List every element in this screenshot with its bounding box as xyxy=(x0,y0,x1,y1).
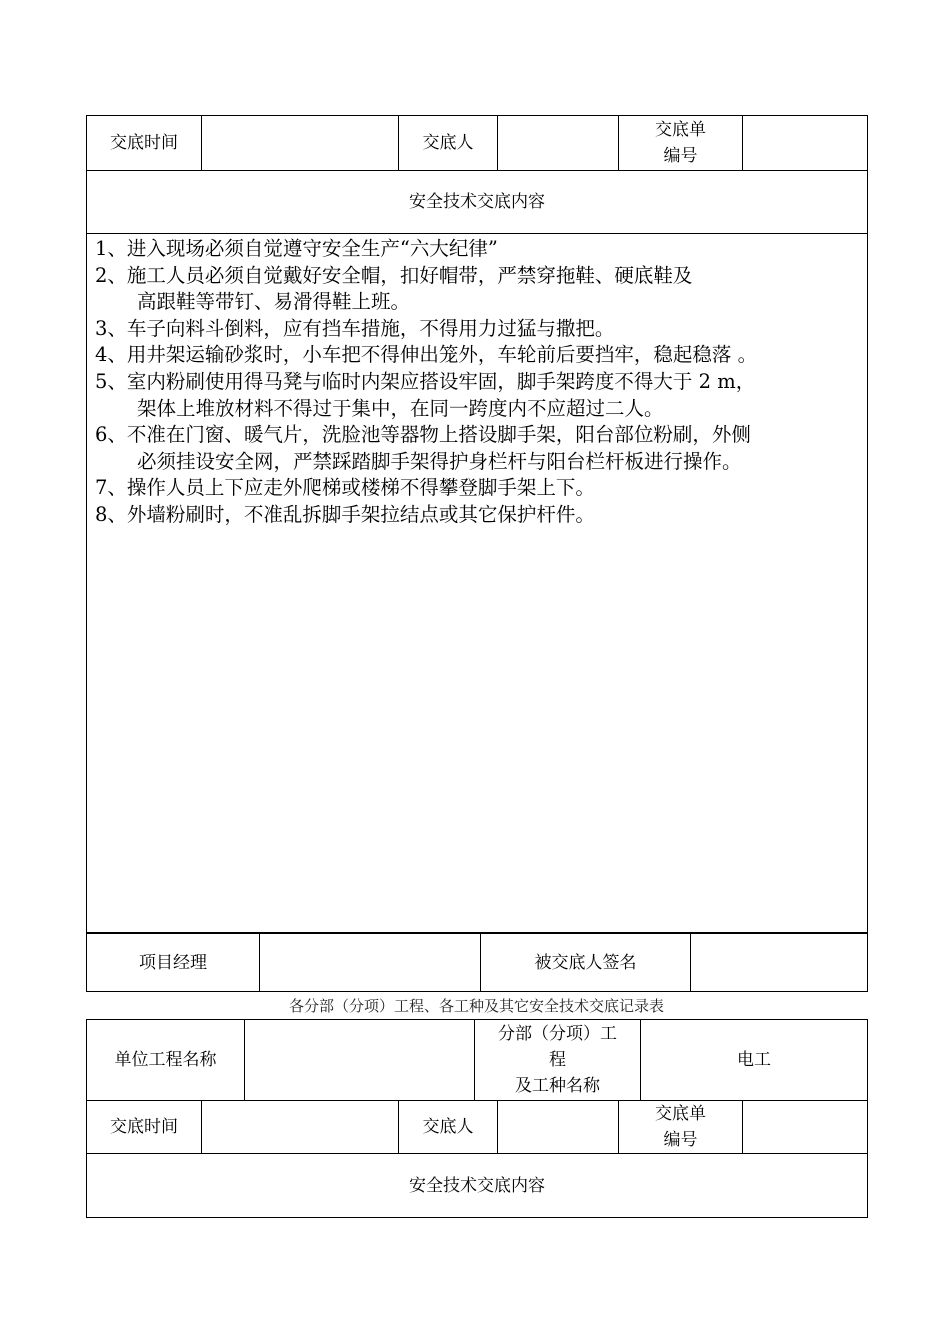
item-4: 4、用井架运输砂浆时，小车把不得伸出笼外，车轮前后要挡牢，稳起稳落 。 xyxy=(95,343,758,367)
number-label-line1: 交底单 xyxy=(655,1104,706,1124)
item-5-continued: 架体上堆放材料不得过于集中，在同一跨度内不应超过二人。 xyxy=(137,396,664,420)
number-label-line2: 编号 xyxy=(663,146,698,166)
manager-signature-field[interactable] xyxy=(260,934,481,992)
sub-label-line1: 分部（分项）工 xyxy=(498,1024,617,1044)
item-6-continued: 必须挂设安全网，严禁踩踏脚手架得护身栏杆与阳台栏杆板进行操作。 xyxy=(137,449,742,473)
time-value-field[interactable] xyxy=(202,1101,399,1154)
disclosure-table-2 xyxy=(86,1100,868,1218)
content-title: 安全技术交底内容 xyxy=(87,171,868,234)
person-label: 交底人 xyxy=(399,1101,498,1154)
item-5: 5、室内粉刷使用得马凳与临时内架应搭设牢固，脚手架跨度不得大于 2 m， xyxy=(95,369,756,393)
person-label: 交底人 xyxy=(399,116,498,171)
time-value-field[interactable] xyxy=(202,116,399,171)
item-2: 2、施工人员必须自觉戴好安全帽，扣好帽带，严禁穿拖鞋、硬底鞋及 xyxy=(95,263,693,287)
number-value-field[interactable] xyxy=(743,116,868,171)
number-label xyxy=(619,1101,743,1154)
disclosure-table-1 xyxy=(86,115,868,933)
item-1: 1、进入现场必须自觉遵守安全生产“六大纪律” xyxy=(95,237,498,260)
disclosure-table-2-project xyxy=(86,1019,868,1101)
time-label: 交底时间 xyxy=(87,1101,202,1154)
manager-label: 项目经理 xyxy=(87,934,260,992)
number-label xyxy=(619,116,743,171)
unit-value-field[interactable] xyxy=(245,1020,475,1101)
item-7: 7、操作人员上下应走外爬梯或楼梯不得攀登脚手架上下。 xyxy=(95,476,595,500)
content-title: 安全技术交底内容 xyxy=(87,1154,868,1218)
number-label-line1: 交底单 xyxy=(655,120,706,140)
number-label-line2: 编号 xyxy=(663,1130,698,1150)
sub-label-line3: 及工种名称 xyxy=(515,1076,600,1096)
item-2-continued: 高跟鞋等带钉、易滑得鞋上班。 xyxy=(137,290,411,314)
item-3: 3、车子向料斗倒料，应有挡车措施，不得用力过猛与撒把。 xyxy=(95,316,615,340)
time-label: 交底时间 xyxy=(87,116,202,171)
form-caption: 各分部（分项）工程、各工种及其它安全技术交底记录表 xyxy=(288,997,664,1015)
unit-label: 单位工程名称 xyxy=(87,1020,245,1101)
person-value-field[interactable] xyxy=(498,116,619,171)
sub-label xyxy=(475,1020,641,1101)
signee-signature-field[interactable] xyxy=(691,934,868,992)
signee-label: 被交底人签名 xyxy=(481,934,691,992)
item-8: 8、外墙粉刷时，不准乱拆脚手架拉结点或其它保护杆件。 xyxy=(95,502,595,526)
person-value-field[interactable] xyxy=(498,1101,619,1154)
content-body xyxy=(87,234,868,933)
item-6: 6、不准在门窗、暖气片，洗脸池等器物上搭设脚手架，阳台部位粉刷，外侧 xyxy=(95,423,751,447)
number-value-field[interactable] xyxy=(743,1101,868,1154)
sub-label-line2: 程 xyxy=(549,1050,566,1070)
disclosure-table-1-footer xyxy=(86,933,868,992)
sub-value-field[interactable]: 电工 xyxy=(641,1020,868,1101)
